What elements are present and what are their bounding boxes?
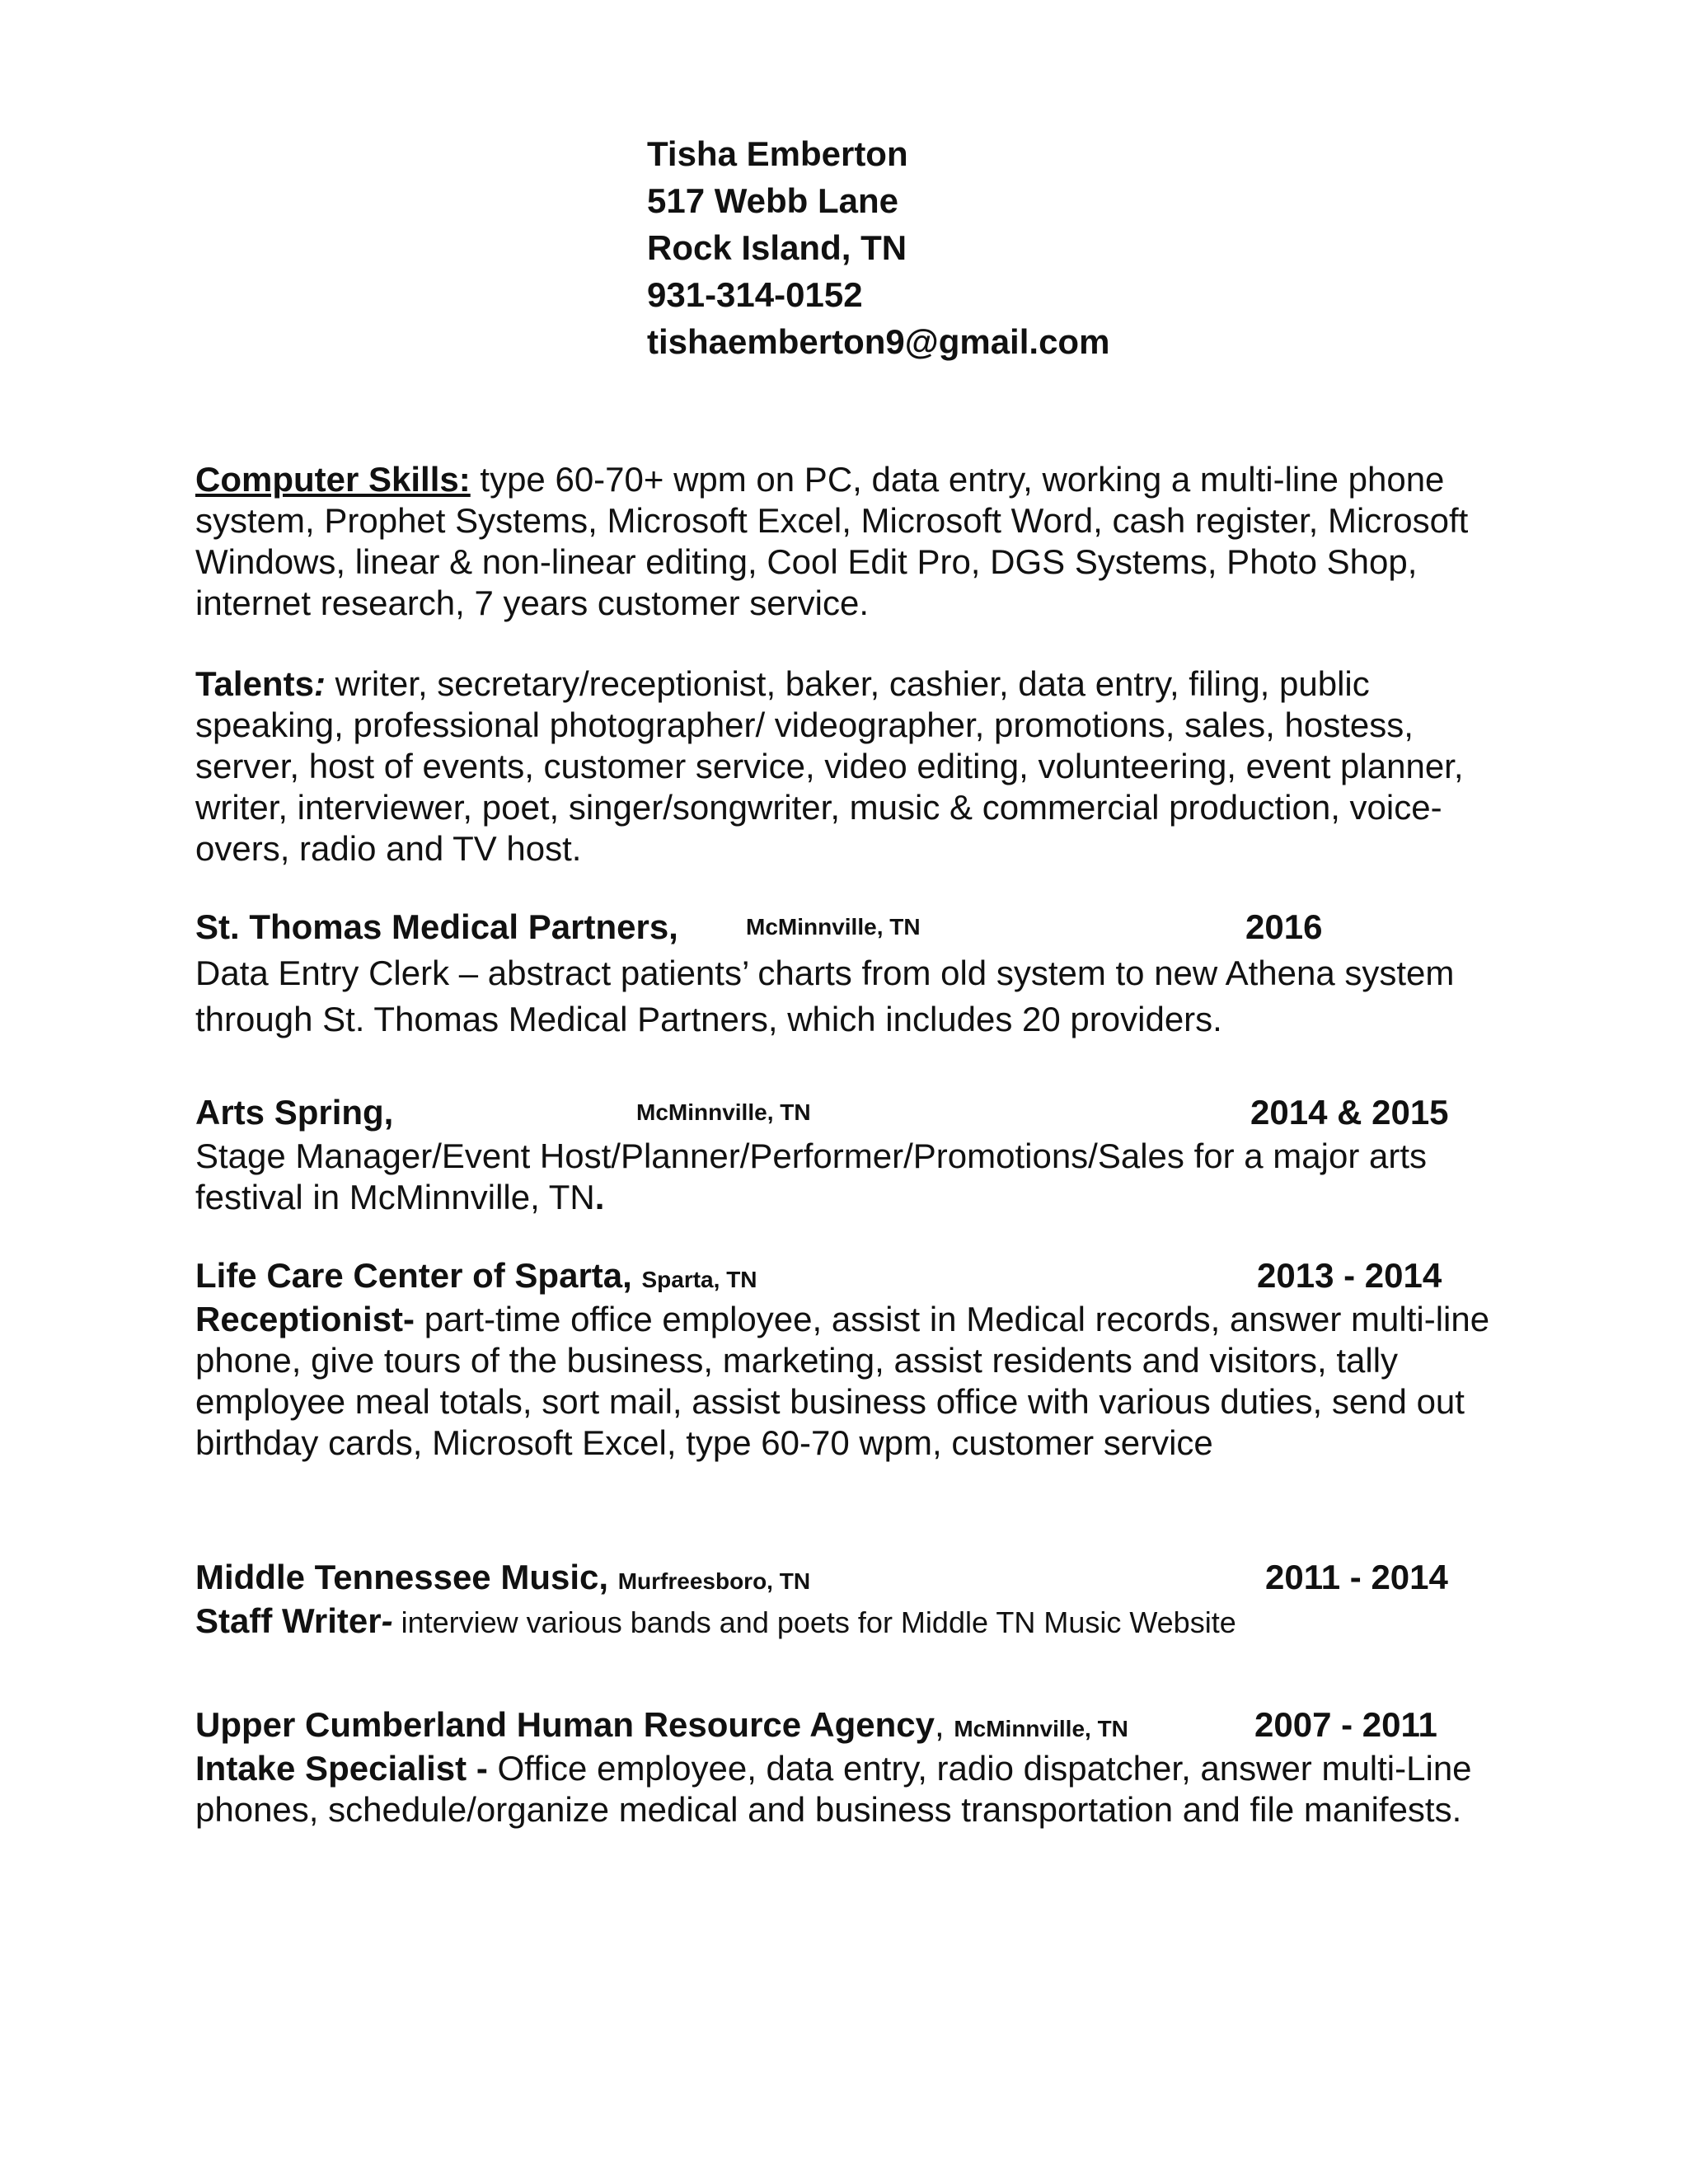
job-company-comma: , (934, 1705, 945, 1744)
job-header (195, 904, 1514, 950)
job-description: Data Entry Clerk – abstract patients’ charts from old system to new Athena system through St. Thomas Medical Partners, which includes 20 providers. (195, 954, 1455, 1038)
job-entry (195, 1554, 1514, 1643)
job-company: Arts Spring, (195, 1093, 394, 1132)
job-entry (195, 1090, 1514, 1218)
job-description (195, 1136, 1514, 1218)
job-location: McMinnville, TN (636, 1099, 811, 1125)
job-description-text: part-time office employee, assist in Medical records, answer multi-line phone, give tours of the business, marketing, assist residents and visitors, tally employee meal totals, sort mail, assist business office with various duties, send out birthday cards, Microsoft Excel, type 60-70 wpm, customer service (195, 1300, 1490, 1462)
job-title: Staff Writer (195, 1601, 382, 1640)
job-years: 2011 - 2014 (1265, 1558, 1448, 1596)
job-entry (195, 1253, 1514, 1464)
computer-skills-section (195, 459, 1514, 624)
job-description (195, 1299, 1514, 1464)
job-header (195, 1090, 1514, 1136)
talents-section (195, 663, 1514, 869)
computer-skills-label: Computer Skills: (195, 460, 471, 499)
contact-email: tishaemberton9@gmail.com (647, 322, 1110, 361)
job-header (195, 1554, 1514, 1601)
job-header (195, 1702, 1514, 1748)
job-description-text: Office employee, data entry, radio dispatcher, answer multi-Line phones, schedule/organize medical and business transportation and file manifests. (195, 1749, 1472, 1829)
job-location: Murfreesboro, TN (617, 1568, 811, 1594)
job-company-name: Middle Tennessee Music, (195, 1558, 609, 1596)
job-company: St. Thomas Medical Partners, (195, 907, 678, 946)
job-description-text: interview various bands and poets for Middle TN Music Website (392, 1605, 1236, 1639)
contact-block (647, 130, 1109, 365)
job-title: Intake Specialist - (195, 1749, 488, 1788)
contact-phone: 931-314-0152 (647, 275, 863, 314)
job-years: 2014 & 2015 (1250, 1093, 1449, 1132)
contact-name: Tisha Emberton (647, 134, 908, 173)
job-company-name: Life Care Center of Sparta, (195, 1256, 632, 1295)
talents-colon: : (313, 664, 326, 703)
job-title-dash: - (381, 1601, 393, 1640)
job-years: 2007 - 2011 (1254, 1705, 1437, 1744)
talents-label: Talents (195, 664, 314, 703)
contact-address: 517 Webb Lane (647, 181, 898, 220)
job-entry (195, 904, 1514, 1043)
job-location: McMinnville, TN (746, 914, 921, 940)
job-entry (195, 1702, 1514, 1830)
job-years: 2013 - 2014 (1257, 1256, 1442, 1295)
job-company (195, 1253, 757, 1303)
job-description (195, 1601, 1514, 1643)
job-description-text: Stage Manager/Event Host/Planner/Performer/Promotions/Sales for a major arts festival in McMinnville, TN (195, 1137, 1427, 1216)
job-header (195, 1253, 1514, 1299)
job-location: McMinnville, TN (954, 1716, 1128, 1741)
talents-text: writer, secretary/receptionist, baker, cashier, data entry, filing, public speaking, professional photographer/ videographer, promotions, sales, hostess, server, host of events, customer service, video editing, volunteering, event planner, writer, interviewer, poet, singer/songwriter, music & commercial production, voice-overs, radio and TV host. (195, 664, 1464, 868)
computer-skills-text: type 60-70+ wpm on PC, data entry, working a multi-line phone system, Prophet Systems, Microsoft Excel, Microsoft Word, cash register, Microsoft Windows, linear & non-linear editing, Cool Edit Pro, DGS Systems, Photo Shop, internet research, 7 years customer service. (195, 460, 1469, 622)
job-description (195, 1748, 1514, 1830)
job-years: 2016 (1245, 907, 1323, 946)
job-company (195, 1702, 1128, 1752)
job-company-name: Upper Cumberland Human Resource Agency (195, 1705, 935, 1744)
job-company (195, 1554, 810, 1605)
job-description-period: . (594, 1178, 605, 1216)
contact-city: Rock Island, TN (647, 228, 907, 267)
job-location: Sparta, TN (641, 1267, 757, 1292)
job-title: Receptionist- (195, 1300, 415, 1338)
